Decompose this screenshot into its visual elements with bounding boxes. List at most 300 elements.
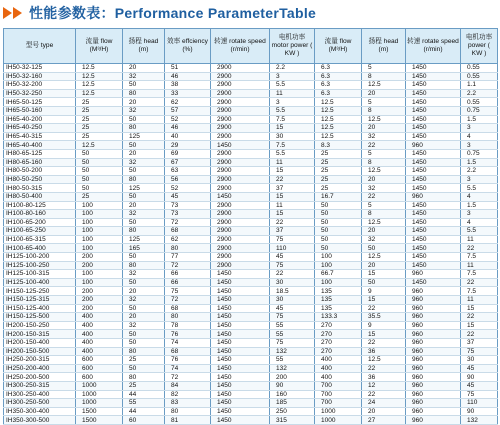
value-cell: 75	[270, 261, 315, 270]
table-row	[4, 158, 498, 167]
table-row	[4, 313, 498, 322]
value-cell: 2900	[211, 261, 270, 270]
value-cell: 30	[270, 132, 315, 141]
value-cell: 20	[123, 287, 165, 296]
value-cell: 960	[406, 364, 461, 373]
value-cell: 68	[165, 304, 211, 313]
table-row	[4, 81, 498, 90]
value-cell: 2900	[211, 89, 270, 98]
model-cell: IH250-200-500	[4, 373, 76, 382]
value-cell: 3	[461, 175, 498, 184]
value-cell: 7.5	[270, 141, 315, 150]
model-cell: IH65-40-315	[4, 132, 76, 141]
value-cell: 135	[315, 287, 362, 296]
value-cell: 2900	[211, 149, 270, 158]
model-cell: IH100-65-250	[4, 227, 76, 236]
value-cell: 960	[406, 141, 461, 150]
value-cell: 2900	[211, 132, 270, 141]
value-cell: 110	[461, 399, 498, 408]
model-cell: IH200-150-400	[4, 339, 76, 348]
model-cell: IH150-125-250	[4, 287, 76, 296]
value-cell: 22	[362, 364, 406, 373]
table-row	[4, 98, 498, 107]
value-cell: 960	[406, 296, 461, 305]
value-cell: 25	[76, 106, 123, 115]
value-cell: 1450	[211, 407, 270, 416]
value-cell: 132	[270, 347, 315, 356]
value-cell: 960	[406, 407, 461, 416]
value-cell: 52	[165, 184, 211, 193]
value-cell: 68	[165, 347, 211, 356]
value-cell: 12.5	[362, 356, 406, 365]
value-cell: 8	[362, 210, 406, 219]
value-cell: 100	[76, 210, 123, 219]
value-cell: 315	[270, 416, 315, 425]
value-cell: 1450	[211, 192, 270, 201]
value-cell: 200	[76, 253, 123, 262]
value-cell: 75	[270, 235, 315, 244]
model-cell: IH100-80-125	[4, 201, 76, 210]
value-cell: 960	[406, 330, 461, 339]
value-cell: 11	[461, 235, 498, 244]
value-cell: 6.3	[315, 89, 362, 98]
value-cell: 1450	[406, 124, 461, 133]
value-cell: 132	[270, 364, 315, 373]
value-cell: 270	[315, 330, 362, 339]
table-row	[4, 304, 498, 313]
value-cell: 160	[270, 390, 315, 399]
value-cell: 55	[270, 356, 315, 365]
value-cell: 11	[461, 261, 498, 270]
value-cell: 32	[123, 158, 165, 167]
value-cell: 1450	[211, 390, 270, 399]
table-row	[4, 296, 498, 305]
value-cell: 22	[362, 390, 406, 399]
value-cell: 100	[76, 218, 123, 227]
model-cell: IH65-40-200	[4, 115, 76, 124]
value-cell: 44	[123, 407, 165, 416]
value-cell: 135	[315, 304, 362, 313]
header-cell: 扬程 head (m)	[123, 29, 165, 64]
value-cell: 20	[123, 149, 165, 158]
table-row	[4, 356, 498, 365]
table-row	[4, 89, 498, 98]
model-cell: IH100-80-160	[4, 210, 76, 219]
header-cell: 型号 type	[4, 29, 76, 64]
model-cell: IH65-40-250	[4, 124, 76, 133]
value-cell: 8	[362, 158, 406, 167]
value-cell: 3	[461, 124, 498, 133]
value-cell: 2.2	[270, 64, 315, 73]
value-cell: 3	[270, 72, 315, 81]
model-cell: IH200-150-250	[4, 321, 76, 330]
table-row	[4, 339, 498, 348]
value-cell: 1000	[315, 416, 362, 425]
performance-table	[3, 28, 498, 425]
model-cell: IH50-32-200	[4, 81, 76, 90]
value-cell: 1450	[406, 149, 461, 158]
value-cell: 1000	[76, 381, 123, 390]
value-cell: 80	[123, 124, 165, 133]
header-cell: 流量 flow (M³/H)	[315, 29, 362, 64]
value-cell: 1450	[406, 175, 461, 184]
value-cell: 22	[270, 218, 315, 227]
value-cell: 44	[123, 390, 165, 399]
value-cell: 1450	[406, 261, 461, 270]
value-cell: 45	[461, 364, 498, 373]
value-cell: 40	[165, 132, 211, 141]
value-cell: 72	[165, 373, 211, 382]
value-cell: 200	[270, 373, 315, 382]
value-cell: 32	[123, 72, 165, 81]
value-cell: 100	[315, 253, 362, 262]
value-cell: 1450	[406, 89, 461, 98]
value-cell: 400	[315, 364, 362, 373]
value-cell: 7.5	[270, 115, 315, 124]
model-cell: IH125-100-400	[4, 278, 76, 287]
value-cell: 960	[406, 313, 461, 322]
value-cell: 12.5	[315, 106, 362, 115]
table-row	[4, 330, 498, 339]
value-cell: 5.5	[270, 106, 315, 115]
value-cell: 50	[315, 210, 362, 219]
value-cell: 125	[123, 184, 165, 193]
value-cell: 1450	[211, 356, 270, 365]
value-cell: 1450	[211, 287, 270, 296]
value-cell: 12.5	[315, 115, 362, 124]
value-cell: 1450	[211, 364, 270, 373]
value-cell: 2900	[211, 98, 270, 107]
header-cell: 流量 flow (M³/H)	[76, 29, 123, 64]
value-cell: 30	[270, 296, 315, 305]
table-row	[4, 373, 498, 382]
table-row	[4, 167, 498, 176]
value-cell: 2900	[211, 167, 270, 176]
value-cell: 12	[362, 381, 406, 390]
value-cell: 37	[270, 227, 315, 236]
value-cell: 50	[76, 175, 123, 184]
model-cell: IH100-65-200	[4, 218, 76, 227]
value-cell: 200	[76, 296, 123, 305]
model-cell: IH80-50-400	[4, 192, 76, 201]
value-cell: 12.5	[362, 253, 406, 262]
value-cell: 20	[123, 98, 165, 107]
title-bar	[0, 0, 500, 26]
value-cell: 1450	[406, 244, 461, 253]
value-cell: 80	[123, 89, 165, 98]
value-cell: 25	[315, 158, 362, 167]
value-cell: 960	[406, 390, 461, 399]
value-cell: 5	[362, 149, 406, 158]
value-cell: 960	[406, 287, 461, 296]
table-row	[4, 64, 498, 73]
value-cell: 12.5	[76, 141, 123, 150]
value-cell: 8	[362, 106, 406, 115]
value-cell: 12.5	[76, 72, 123, 81]
value-cell: 20	[123, 201, 165, 210]
value-cell: 22	[461, 330, 498, 339]
value-cell: 960	[406, 356, 461, 365]
value-cell: 1450	[211, 373, 270, 382]
value-cell: 73	[165, 210, 211, 219]
value-cell: 4	[461, 192, 498, 201]
value-cell: 55	[270, 330, 315, 339]
value-cell: 57	[165, 106, 211, 115]
header-cell: 效率 effciency (%)	[165, 29, 211, 64]
value-cell: 50	[123, 141, 165, 150]
value-cell: 15	[270, 192, 315, 201]
value-cell: 80	[165, 407, 211, 416]
table-row	[4, 235, 498, 244]
value-cell: 400	[76, 313, 123, 322]
value-cell: 80	[165, 244, 211, 253]
value-cell: 600	[76, 356, 123, 365]
value-cell: 9	[362, 321, 406, 330]
value-cell: 30	[270, 278, 315, 287]
value-cell: 50	[315, 227, 362, 236]
value-cell: 7.5	[461, 253, 498, 262]
value-cell: 50	[123, 167, 165, 176]
model-cell: IH80-50-315	[4, 184, 76, 193]
value-cell: 22	[270, 270, 315, 279]
value-cell: 960	[406, 339, 461, 348]
model-cell: IH80-65-160	[4, 158, 76, 167]
table-row	[4, 175, 498, 184]
model-cell: IH65-40-400	[4, 141, 76, 150]
value-cell: 100	[76, 227, 123, 236]
value-cell: 90	[270, 381, 315, 390]
table-row	[4, 227, 498, 236]
value-cell: 1.1	[461, 81, 498, 90]
value-cell: 2900	[211, 64, 270, 73]
table-row	[4, 218, 498, 227]
value-cell: 35.5	[362, 313, 406, 322]
table-row	[4, 244, 498, 253]
model-cell: IH80-50-250	[4, 175, 76, 184]
value-cell: 12.5	[362, 115, 406, 124]
value-cell: 32	[123, 296, 165, 305]
value-cell: 69	[165, 149, 211, 158]
value-cell: 200	[76, 261, 123, 270]
value-cell: 32	[362, 184, 406, 193]
table-row	[4, 407, 498, 416]
value-cell: 15	[461, 321, 498, 330]
value-cell: 1450	[406, 98, 461, 107]
value-cell: 60	[123, 416, 165, 425]
value-cell: 6.3	[315, 72, 362, 81]
model-cell: IH150-125-500	[4, 313, 76, 322]
value-cell: 15	[362, 270, 406, 279]
value-cell: 1450	[211, 141, 270, 150]
value-cell: 1450	[406, 210, 461, 219]
value-cell: 165	[123, 244, 165, 253]
value-cell: 270	[315, 347, 362, 356]
header-cell: 转速 rotate speed (r/min)	[211, 29, 270, 64]
value-cell: 51	[165, 64, 211, 73]
value-cell: 36	[362, 347, 406, 356]
value-cell: 4	[461, 132, 498, 141]
value-cell: 84	[165, 381, 211, 390]
value-cell: 3	[270, 98, 315, 107]
value-cell: 400	[76, 330, 123, 339]
value-cell: 81	[165, 416, 211, 425]
value-cell: 12.5	[315, 98, 362, 107]
value-cell: 12.5	[76, 81, 123, 90]
value-cell: 0.75	[461, 149, 498, 158]
value-cell: 1450	[406, 64, 461, 73]
model-cell: IH50-32-250	[4, 89, 76, 98]
value-cell: 22	[461, 278, 498, 287]
value-cell: 1450	[211, 304, 270, 313]
value-cell: 960	[406, 347, 461, 356]
table-row	[4, 253, 498, 262]
value-cell: 0.55	[461, 64, 498, 73]
table-body	[4, 64, 498, 425]
value-cell: 2900	[211, 235, 270, 244]
value-cell: 5.5	[270, 81, 315, 90]
value-cell: 73	[165, 201, 211, 210]
value-cell: 50	[315, 218, 362, 227]
value-cell: 63	[165, 167, 211, 176]
table-row	[4, 390, 498, 399]
value-cell: 62	[165, 98, 211, 107]
table-row	[4, 192, 498, 201]
value-cell: 62	[165, 235, 211, 244]
value-cell: 15	[270, 124, 315, 133]
value-cell: 68	[165, 227, 211, 236]
value-cell: 50	[315, 244, 362, 253]
header-row	[4, 29, 498, 64]
value-cell: 25	[123, 381, 165, 390]
value-cell: 700	[315, 381, 362, 390]
value-cell: 50	[76, 158, 123, 167]
value-cell: 1500	[76, 407, 123, 416]
value-cell: 82	[165, 390, 211, 399]
value-cell: 11	[461, 296, 498, 305]
value-cell: 400	[76, 321, 123, 330]
value-cell: 0.75	[461, 106, 498, 115]
value-cell: 1000	[315, 407, 362, 416]
table-row	[4, 124, 498, 133]
table-row	[4, 287, 498, 296]
value-cell: 133.3	[315, 313, 362, 322]
value-cell: 5	[362, 98, 406, 107]
table-row	[4, 261, 498, 270]
table-row	[4, 210, 498, 219]
value-cell: 1450	[211, 270, 270, 279]
value-cell: 27	[362, 416, 406, 425]
table-row	[4, 270, 498, 279]
value-cell: 11	[270, 158, 315, 167]
table-row	[4, 106, 498, 115]
value-cell: 25	[315, 167, 362, 176]
value-cell: 2900	[211, 201, 270, 210]
value-cell: 50	[76, 167, 123, 176]
value-cell: 50	[123, 304, 165, 313]
value-cell: 7.5	[461, 287, 498, 296]
value-cell: 12.5	[315, 124, 362, 133]
model-cell: IH80-50-200	[4, 167, 76, 176]
value-cell: 20	[362, 407, 406, 416]
value-cell: 90	[461, 407, 498, 416]
value-cell: 15	[270, 210, 315, 219]
value-cell: 66	[165, 278, 211, 287]
model-cell: IH350-300-400	[4, 407, 76, 416]
value-cell: 400	[315, 356, 362, 365]
value-cell: 50	[123, 330, 165, 339]
value-cell: 11	[270, 201, 315, 210]
value-cell: 67	[165, 158, 211, 167]
value-cell: 5.5	[270, 149, 315, 158]
value-cell: 8	[362, 72, 406, 81]
value-cell: 1450	[406, 278, 461, 287]
model-cell: IH150-125-315	[4, 296, 76, 305]
value-cell: 600	[76, 364, 123, 373]
value-cell: 1450	[406, 106, 461, 115]
value-cell: 20	[123, 313, 165, 322]
value-cell: 960	[406, 192, 461, 201]
model-cell: IH65-50-125	[4, 98, 76, 107]
value-cell: 2900	[211, 72, 270, 81]
value-cell: 1450	[406, 201, 461, 210]
value-cell: 50	[315, 201, 362, 210]
value-cell: 66	[165, 270, 211, 279]
value-cell: 1450	[211, 339, 270, 348]
value-cell: 2900	[211, 115, 270, 124]
value-cell: 125	[123, 235, 165, 244]
model-cell: IH300-250-400	[4, 390, 76, 399]
table-row	[4, 132, 498, 141]
value-cell: 4	[461, 218, 498, 227]
value-cell: 1450	[406, 167, 461, 176]
value-cell: 1450	[406, 158, 461, 167]
table-row	[4, 278, 498, 287]
value-cell: 960	[406, 321, 461, 330]
value-cell: 960	[406, 381, 461, 390]
value-cell: 12.5	[362, 167, 406, 176]
value-cell: 1450	[406, 227, 461, 236]
value-cell: 72	[165, 218, 211, 227]
value-cell: 45	[270, 304, 315, 313]
value-cell: 50	[123, 81, 165, 90]
value-cell: 18.5	[270, 287, 315, 296]
value-cell: 1000	[76, 390, 123, 399]
header-cell: 转速 rotate speed (r/min)	[406, 29, 461, 64]
value-cell: 250	[270, 407, 315, 416]
value-cell: 50	[123, 218, 165, 227]
value-cell: 6.3	[315, 64, 362, 73]
header-cell: 电机功率 power ( KW )	[461, 29, 498, 64]
value-cell: 55	[123, 399, 165, 408]
value-cell: 1.5	[461, 115, 498, 124]
value-cell: 15	[362, 296, 406, 305]
value-cell: 25	[76, 98, 123, 107]
value-cell: 1450	[406, 132, 461, 141]
value-cell: 20	[362, 261, 406, 270]
value-cell: 15	[461, 304, 498, 313]
model-cell: IH250-200-315	[4, 356, 76, 365]
value-cell: 1450	[211, 321, 270, 330]
value-cell: 0.55	[461, 72, 498, 81]
value-cell: 33	[165, 89, 211, 98]
value-cell: 9	[362, 287, 406, 296]
value-cell: 200	[76, 287, 123, 296]
value-cell: 12.5	[76, 89, 123, 98]
value-cell: 110	[270, 244, 315, 253]
value-cell: 20	[362, 175, 406, 184]
value-cell: 2900	[211, 244, 270, 253]
value-cell: 45	[461, 381, 498, 390]
